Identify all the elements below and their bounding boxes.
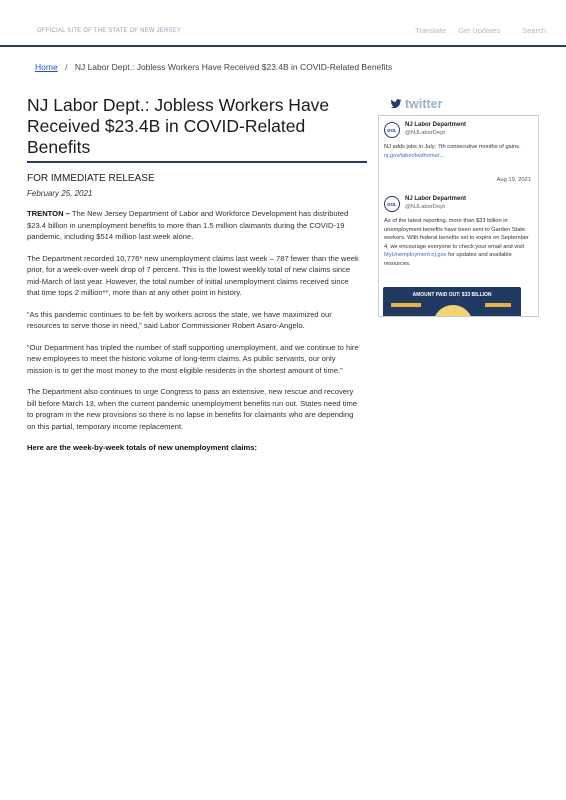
breadcrumb-separator: / [65, 62, 68, 72]
tweet-author-handle[interactable]: @NJLaborDept [405, 130, 446, 136]
tweet-header [384, 122, 534, 138]
dateline: TRENTON – [27, 209, 70, 218]
breadcrumb-home-link[interactable]: Home [35, 62, 58, 72]
get-updates-link[interactable]: Get Updates [458, 26, 501, 35]
twitter-feed[interactable] [378, 115, 539, 317]
avatar[interactable]: DOL [384, 122, 400, 138]
tweet[interactable] [384, 196, 534, 268]
page-title [27, 95, 367, 163]
official-site-label: OFFICIAL SITE OF THE STATE OF NEW JERSEY [37, 28, 182, 34]
twitter-bird-icon [390, 98, 402, 110]
paragraph-quote-1: “As this pandemic continues to be felt by workers across the state, we have maximized our resources to serve those in need,” said Labor Commissioner Robert Asaro-Angelo. [27, 309, 332, 330]
site-header [0, 0, 566, 47]
title-line-2: Received $23.4B in COVID-Related Benefits [27, 116, 306, 157]
title-line-1: NJ Labor Dept.: Jobless Workers Have [27, 95, 330, 115]
translate-link[interactable]: Translate [415, 26, 447, 35]
twitter-label: twitter [405, 97, 443, 111]
tweet-text: As of the latest reporting, more than $33 billion in unemployment benefits have been sent to Garden State workers. With federal benefits set to expire on September 4, we encourage everyone to check your email and visit MyUnemployment.nj.gov for updates and available resources. [384, 218, 529, 267]
release-label: FOR IMMEDIATE RELEASE [27, 173, 155, 184]
tweet[interactable] [384, 122, 534, 160]
tweet-infographic-image[interactable] [383, 287, 521, 317]
avatar[interactable]: DOL [384, 196, 400, 212]
infographic-bar [391, 303, 421, 307]
tweet-text: NJ adds jobs in July; 7th consecutive months of gains. nj.gov/labor/lwdhome/... [384, 144, 521, 159]
paragraph-congress: The Department also continues to urge Congress to pass an extensive, new rescue and recovery bill before March 13, when the current pandemic unemployment benefits run out. States need time to program in the new provisions so there is no lapse in benefits for claimants who are depending on this partial, temporary income replacement. [27, 387, 358, 431]
tweet-link[interactable]: MyUnemployment.nj.gov [384, 252, 447, 258]
lead-paragraph [27, 208, 363, 243]
press-release-article [27, 95, 367, 452]
tweet-link[interactable]: nj.gov/labor/lwdhome/... [384, 152, 445, 159]
tweet-author-handle[interactable]: @NJLaborDept [405, 204, 446, 210]
claims-heading: Here are the week-by-week totals of new unemployment claims: [27, 443, 257, 452]
paragraph-claims: The Department recorded 10,776* new unemployment claims last week – 787 fewer than the week prior, for a week-over-week drop of 7 percent. This is the lowest weekly total of new claims since mid-March of last year. However, the total number of initial unemployment claims received since that time tops 2 million**, more than at any other point in history. [27, 253, 359, 297]
twitter-header[interactable] [390, 97, 443, 111]
tweet-header [384, 196, 534, 212]
infographic-title: AMOUNT PAID OUT: $33 BILLION [412, 292, 492, 298]
tweet-date[interactable]: Aug 19, 2021 [496, 177, 531, 183]
paragraph-quote-2: “Our Department has tripled the number of staff supporting unemployment, and we continue to hire new employees to meet the historic volume of long-term claims. As public servants, our only mission is to get the most money to the most eligible residents in the shortest amount of time.” [27, 342, 359, 375]
breadcrumb-current: NJ Labor Dept.: Jobless Workers Have Received $23.4B in COVID-Related Benefits [74, 62, 393, 72]
release-date: February 25, 2021 [27, 189, 93, 198]
breadcrumb [35, 62, 392, 72]
tweet-author-name[interactable]: NJ Labor Department [405, 196, 467, 202]
header-nav [415, 26, 546, 35]
tweet-author-name[interactable]: NJ Labor Department [405, 122, 467, 128]
infographic-bar [485, 303, 511, 307]
search-link[interactable]: Search [522, 26, 546, 35]
infographic-pie [433, 305, 473, 317]
lead-text: The New Jersey Department of Labor and Workforce Development has distributed $23.4 billion in unemployment benefits to more than 1.5 million claimants during the COVID-19 pandemic, including $514 million last week alone. [27, 209, 349, 241]
